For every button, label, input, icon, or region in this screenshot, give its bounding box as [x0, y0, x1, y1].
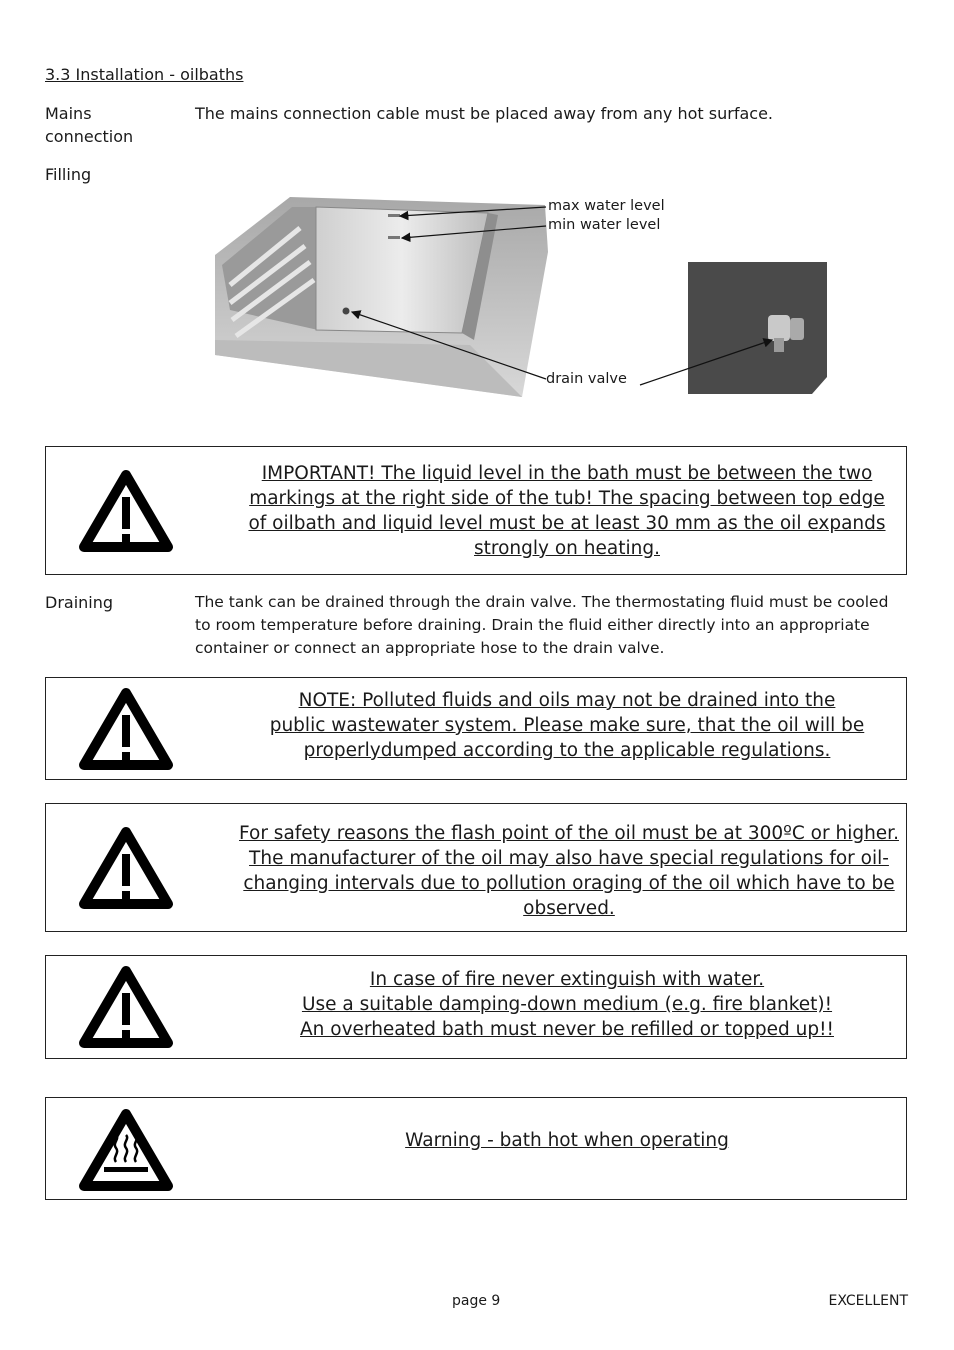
- warning-line: strongly on heating.: [474, 538, 660, 559]
- warning-line: The manufacturer of the oil may also have special regulations for oil-: [249, 848, 889, 869]
- callout-min-level: min water level: [548, 217, 661, 233]
- warning-box-liquid-level: [45, 446, 907, 575]
- filling-label: Filling: [45, 165, 92, 184]
- filling-illustration: [0, 0, 954, 420]
- warning-line: IMPORTANT! The liquid level in the bath must be between the two: [261, 463, 873, 484]
- hot-surface-triangle-icon: [78, 1106, 174, 1194]
- warning-line: properlydumped according to the applicable regulations.: [303, 740, 831, 761]
- page-number: page 9: [452, 1293, 501, 1309]
- drain-valve-photo: [688, 262, 827, 394]
- draining-text-line: The tank can be drained through the drain valve. The thermostating fluid must be cooled: [195, 593, 889, 611]
- warning-line: observed.: [523, 898, 615, 919]
- warning-line: changing intervals due to pollution oraging of the oil which have to be: [243, 873, 895, 894]
- warning-line: For safety reasons the flash point of the oil must be at 300ºC or higher.: [239, 823, 899, 844]
- warning-box-fire: [45, 955, 907, 1059]
- warning-line: Warning - bath hot when operating: [405, 1130, 729, 1151]
- warning-line: Use a suitable damping-down medium (e.g. fire blanket)!: [301, 994, 833, 1015]
- warning-line: In case of fire never extinguish with water.: [369, 969, 765, 990]
- section-heading: 3.3 Installation - oilbaths: [45, 65, 244, 84]
- brand-name: EXCELLENT: [828, 1293, 908, 1309]
- mains-text: The mains connection cable must be placed away from any hot surface.: [195, 104, 773, 123]
- warning-line: markings at the right side of the tub! The spacing between top edge: [249, 488, 885, 509]
- draining-text-line: container or connect an appropriate hose to the drain valve.: [195, 639, 665, 657]
- draining-text-line: to room temperature before draining. Drain the fluid either directly into an appropriate: [195, 616, 870, 634]
- oilbath-tub-photo: [215, 197, 548, 397]
- warning-text-hot-surface: [242, 1128, 892, 1153]
- warning-text-liquid-level: [242, 461, 892, 561]
- mains-label-line1: Mains: [45, 104, 92, 123]
- exclamation-triangle-icon: [78, 824, 174, 912]
- warning-text-flash-point: [232, 821, 906, 921]
- warning-line: public wastewater system. Please make sure, that the oil will be: [269, 715, 865, 736]
- warning-box-flash-point: [45, 803, 907, 932]
- exclamation-triangle-icon: [78, 685, 174, 773]
- callout-max-level: max water level: [548, 198, 665, 214]
- warning-line: An overheated bath must never be refilled or topped up!!: [300, 1019, 834, 1040]
- warning-box-polluted-fluids: [45, 677, 907, 780]
- exclamation-triangle-icon: [78, 467, 174, 555]
- mains-label-line2: connection: [45, 127, 134, 146]
- exclamation-triangle-icon: [78, 963, 174, 1051]
- callout-drain-valve: drain valve: [546, 371, 627, 387]
- warning-text-fire: [242, 967, 892, 1042]
- warning-line: of oilbath and liquid level must be at least 30 mm as the oil expands: [248, 513, 886, 534]
- warning-box-hot-surface: [45, 1097, 907, 1200]
- draining-label: Draining: [45, 593, 114, 612]
- warning-line: NOTE: Polluted fluids and oils may not be drained into the: [298, 690, 836, 711]
- draining-text: [195, 591, 888, 660]
- warning-text-polluted-fluids: [242, 688, 892, 763]
